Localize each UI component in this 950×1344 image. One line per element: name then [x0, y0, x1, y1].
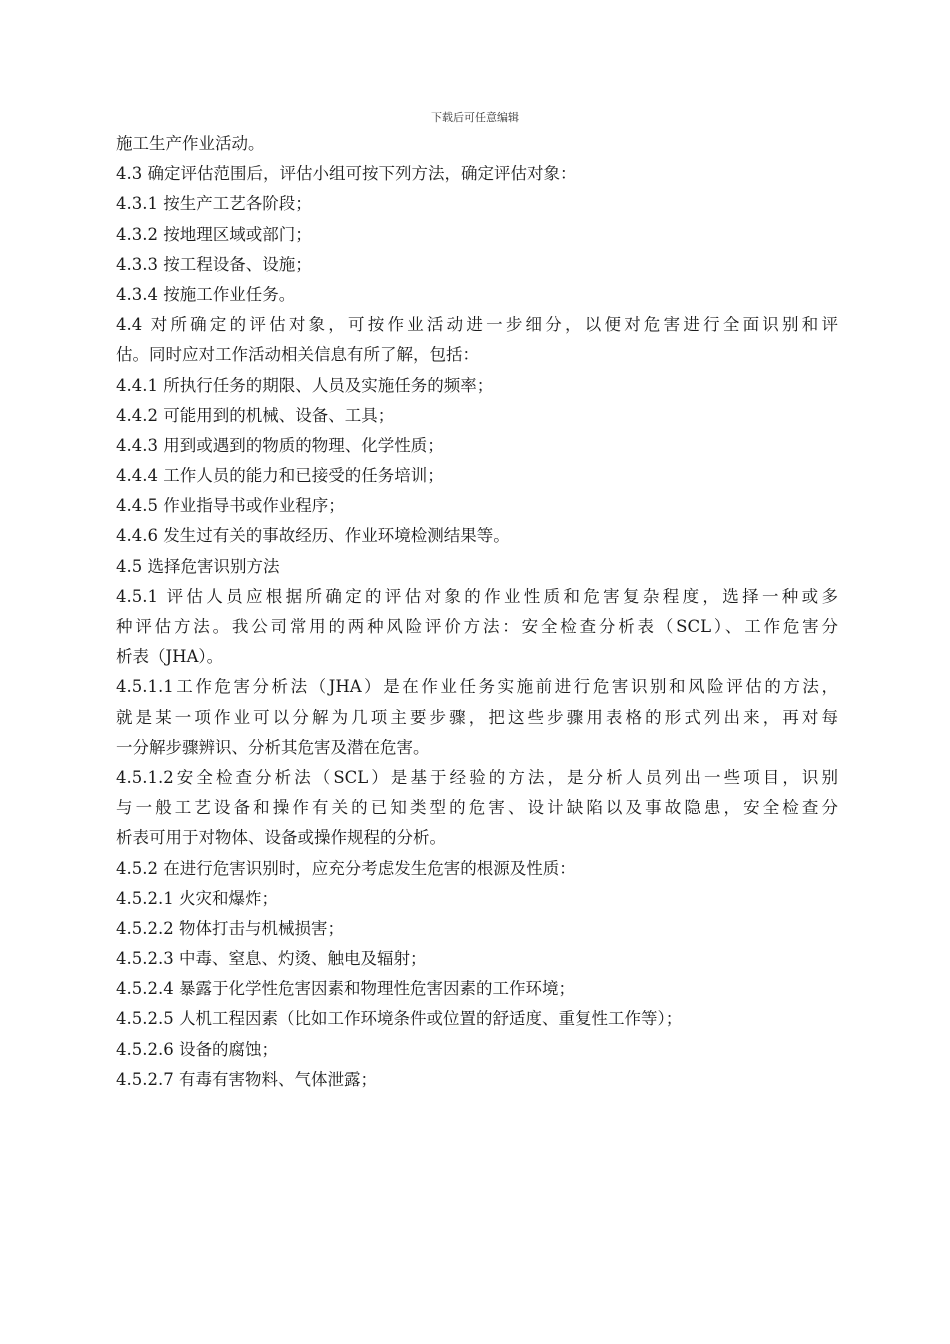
text-line: 4.5.1.1工作危害分析法（JHA）是在作业任务实施前进行危害识别和风险评估的方法，: [116, 677, 838, 697]
text-line: 与一般工艺设备和操作有关的已知类型的危害、设计缺陷以及事故隐患，安全检查分: [116, 798, 838, 818]
text-line: 4.4.4 工作人员的能力和已接受的任务培训；: [116, 466, 444, 486]
text-line: 种评估方法。我公司常用的两种风险评价方法：安全检查分析表（SCL）、工作危害分: [116, 617, 838, 636]
text-line: 4.5.2.6 设备的腐蚀；: [116, 1039, 278, 1059]
text-line: 4.5.2.1 火灾和爆炸；: [116, 888, 278, 908]
text-line: 4.3.3 按工程设备、设施；: [116, 254, 312, 274]
text-line: 4.3.2 按地理区域或部门；: [116, 224, 312, 244]
text-line: 4.4.6 发生过有关的事故经历、作业环境检测结果等。: [116, 526, 510, 546]
text-line: 4.5.2 在进行危害识别时，应充分考虑发生危害的根源及性质：: [116, 858, 576, 878]
text-line: 4.5.2.5 人机工程因素（比如工作环境条件或位置的舒适度、重复性工作等）；: [116, 1009, 683, 1029]
header-note: 下载后可任意编辑: [431, 111, 519, 124]
text-line: 4.3.4 按施工作业任务。: [116, 284, 296, 304]
text-line: 4.3.1 按生产工艺各阶段；: [116, 194, 312, 214]
text-line: 4.5 选择危害识别方法: [116, 556, 280, 576]
text-line: 4.5.1 评估人员应根据所确定的评估对象的作业性质和危害复杂程度，选择一种或多: [116, 586, 838, 606]
text-line: 析表（JHA）。: [116, 647, 224, 667]
text-line: 4.4.2 可能用到的机械、设备、工具；: [116, 405, 395, 425]
text-line: 4.3 确定评估范围后，评估小组可按下列方法，确定评估对象：: [116, 164, 577, 184]
text-line: 就是某一项作业可以分解为几项主要步骤，把这些步骤用表格的形式列出来，再对每: [116, 707, 838, 727]
text-line: 4.5.1.2安全检查分析法（SCL）是基于经验的方法，是分析人员列出一些项目，识别: [116, 767, 838, 787]
text-line: 析表可用于对物体、设备或操作规程的分析。: [116, 828, 446, 848]
text-line: 4.4 对所确定的评估对象，可按作业活动进一步细分，以便对危害进行全面识别和评: [116, 315, 838, 335]
text-line: 施工生产作业活动。: [116, 134, 265, 153]
text-line: 估。同时应对工作活动相关信息有所了解，包括：: [116, 345, 479, 365]
text-line: 一分解步骤辨识、分析其危害及潜在危害。: [116, 737, 430, 757]
text-line: 4.5.2.7 有毒有害物料、气体泄露；: [116, 1069, 377, 1089]
text-line: 4.5.2.2 物体打击与机械损害；: [116, 918, 344, 938]
text-line: 4.4.5 作业指导书或作业程序；: [116, 496, 345, 516]
text-line: 4.5.2.3 中毒、窒息、灼烫、触电及辐射；: [116, 949, 427, 969]
text-line: 4.4.3 用到或遇到的物质的物理、化学性质；: [116, 435, 444, 455]
text-line: 4.4.1 所执行任务的期限、人员及实施任务的频率；: [116, 375, 494, 395]
text-line: 4.5.2.4 暴露于化学性危害因素和物理性危害因素的工作环境；: [116, 979, 575, 999]
document-body: [116, 129, 838, 1095]
